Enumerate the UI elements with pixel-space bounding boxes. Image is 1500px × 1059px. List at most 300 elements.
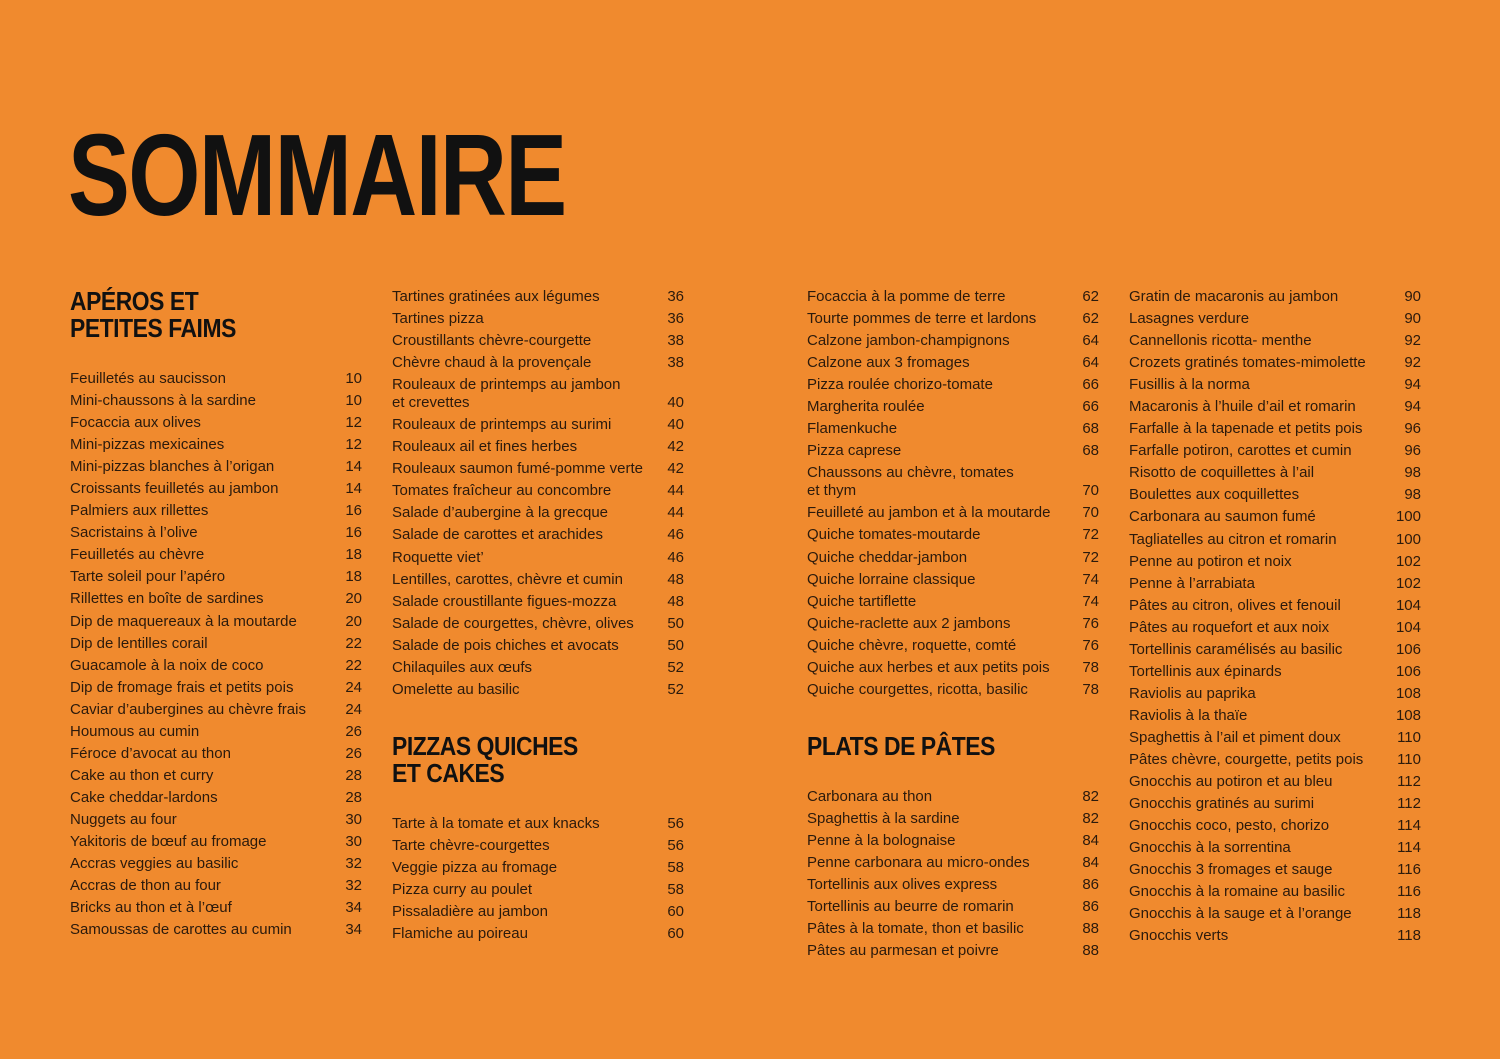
page-number: 10 [345,370,362,387]
toc-entry[interactable] [392,374,684,414]
toc-entry[interactable] [1129,462,1421,484]
recipe-title: Tortellinis au beurre de romarin [807,898,1014,916]
recipe-title: Mini-chaussons à la sardine [70,392,256,410]
recipe-title: Gnocchis à la romaine au basilic [1129,883,1345,901]
recipe-title: Veggie pizza au fromage [392,858,558,876]
recipe-title: Quiche courgettes, ricotta, basilic [807,680,1028,698]
page-number: 38 [667,354,684,372]
page-number: 64 [1082,354,1099,372]
toc-entry[interactable] [807,940,1099,962]
toc-entry[interactable] [1129,683,1421,705]
section-heading: PLATS DE PÂTES [807,730,995,761]
recipe-title: Farfalle à la tapenade et petits pois [1129,420,1363,438]
recipe-title: Gnocchis 3 fromages et sauge [1129,861,1333,879]
recipe-title: Salade de carottes et arachides [392,526,603,544]
toc-entry[interactable] [1129,705,1421,727]
recipe-title: Pâtes au roquefort et aux noix [1129,618,1330,636]
recipe-title: Macaronis à l’huile d’ail et romarin [1129,398,1356,416]
page-number: 44 [667,482,684,500]
recipe-title: Accras veggies au basilic [70,855,239,873]
page-number: 72 [1082,526,1099,544]
toc-entry[interactable] [70,809,362,831]
recipe-title: Chaussons au chèvre, tomates et thym [807,464,1014,500]
recipe-title: Tartines pizza [392,310,484,328]
toc-entry[interactable] [807,635,1099,657]
toc-entry[interactable] [1129,484,1421,506]
page-number: 36 [667,310,684,328]
recipe-title: Féroce d’avocat au thon [70,744,231,762]
page-number: 14 [345,480,362,498]
toc-entry[interactable] [1129,286,1421,308]
toc-entry[interactable] [70,677,362,699]
recipe-title: Raviolis à la thaïe [1129,706,1248,724]
page-number: 30 [345,810,362,828]
toc-entry[interactable] [70,743,362,765]
toc-entry[interactable] [807,657,1099,679]
recipe-title: Rouleaux ail et fines herbes [392,438,578,456]
page-number: 40 [667,416,684,434]
toc-entry[interactable] [1129,661,1421,683]
toc-entry[interactable] [392,901,684,923]
toc-entry[interactable] [392,923,684,945]
recipe-title: Mini-pizzas blanches à l’origan [70,458,275,476]
toc-entry[interactable] [1129,727,1421,749]
recipe-title: Fusillis à la norma [1129,376,1250,394]
recipe-title: Samoussas de carottes au cumin [70,921,292,939]
page-number: 58 [667,880,684,898]
toc-entry[interactable] [1129,352,1421,374]
page-number: 68 [1082,442,1099,460]
recipe-title: Salade d’aubergine à la grecque [392,504,608,522]
toc-entry[interactable] [70,522,362,544]
recipe-title: Quiche tartiflette [807,592,917,610]
toc-entry[interactable] [807,591,1099,613]
recipe-title: Focaccia aux olives [70,414,201,432]
toc-entry[interactable] [807,330,1099,352]
toc-entry[interactable] [392,458,684,480]
page-number: 24 [345,678,362,696]
toc-entry[interactable] [392,547,684,569]
page-number: 26 [345,722,362,740]
page-number: 82 [1082,809,1099,827]
recipe-title: Flamenkuche [807,420,898,438]
toc-entry[interactable] [392,352,684,374]
toc-entry[interactable] [70,611,362,633]
recipe-title: Pizza curry au poulet [392,880,533,898]
toc-entry[interactable] [70,478,362,500]
page-number: 58 [667,858,684,876]
recipe-title: Quiche aux herbes et aux petits pois [807,658,1050,676]
recipe-title: Yakitoris de bœuf au fromage [70,832,267,850]
page-number: 16 [345,502,362,520]
page-number: 22 [345,634,362,652]
page-number: 52 [667,658,684,676]
toc-entry[interactable] [807,852,1099,874]
recipe-title: Feuilletés au saucisson [70,370,226,387]
page-number: 42 [667,438,684,456]
toc-entry[interactable] [392,286,684,308]
page-number: 98 [1404,464,1421,482]
recipe-title: Nuggets au four [70,810,177,828]
recipe-title: Rouleaux saumon fumé-pomme verte [392,460,643,478]
page-number: 20 [345,612,362,630]
toc-entry[interactable] [70,390,362,412]
recipe-title: Tortellinis caramélisés au basilic [1129,640,1343,658]
toc-entry[interactable] [807,896,1099,918]
toc-entry[interactable] [807,613,1099,635]
page-number: 88 [1082,942,1099,960]
page-number: 88 [1082,920,1099,938]
toc-entry[interactable] [1129,771,1421,793]
page-number: 84 [1082,853,1099,871]
toc-entry[interactable] [1129,440,1421,462]
page-number: 96 [1404,420,1421,438]
toc-entry[interactable] [1129,396,1421,418]
toc-entry[interactable] [807,679,1099,701]
toc-entry[interactable] [392,835,684,857]
page-number: 96 [1404,442,1421,460]
page-number: 92 [1404,354,1421,372]
page-number: 76 [1082,614,1099,632]
section-gap [392,701,684,733]
recipe-title: Tortellinis aux épinards [1129,662,1282,680]
page-number: 46 [667,526,684,544]
toc-entry[interactable] [1129,374,1421,396]
recipe-title: Salade de pois chiches et avocats [392,636,619,654]
toc-entry[interactable] [392,480,684,502]
recipe-title: Chèvre chaud à la provençale [392,354,592,372]
toc-entry[interactable] [807,830,1099,852]
recipe-title: Omelette au basilic [392,680,520,698]
recipe-title: Spaghettis à la sardine [807,809,960,827]
toc-entry[interactable] [1129,617,1421,639]
toc-entry[interactable] [1129,330,1421,352]
toc-entry[interactable] [392,569,684,591]
page-number: 114 [1397,839,1421,857]
toc-entry[interactable] [1129,573,1421,595]
recipe-title: Dip de fromage frais et petits pois [70,678,294,696]
toc-entry[interactable] [70,721,362,743]
toc-entry[interactable] [70,831,362,853]
recipe-title: Pissaladière au jambon [392,903,548,921]
recipe-title: Focaccia à la pomme de terre [807,288,1006,305]
page-number: 12 [345,414,362,432]
toc-entry[interactable] [392,436,684,458]
toc-entry[interactable] [807,374,1099,396]
page-number: 10 [345,392,362,410]
toc-entry[interactable] [70,853,362,875]
recipe-title: Tomates fraîcheur au concombre [392,482,612,500]
recipe-title: Cake cheddar-lardons [70,788,218,806]
toc-entry[interactable] [1129,859,1421,881]
toc-column-1 [70,288,362,941]
page-number: 106 [1395,662,1421,680]
recipe-title: Pâtes à la tomate, thon et basilic [807,920,1024,938]
toc-entry[interactable] [807,352,1099,374]
recipe-title: Quiche chèvre, roquette, comté [807,636,1017,654]
page-number: 92 [1404,332,1421,350]
toc-entry[interactable] [70,412,362,434]
recipe-title: Pâtes au citron, olives et fenouil [1129,596,1341,614]
recipe-title: Rouleaux de printemps au jambon et crevettes [392,376,621,412]
toc-entry[interactable] [70,897,362,919]
toc-entry[interactable] [1129,925,1421,947]
toc-entry[interactable] [1129,529,1421,551]
recipe-title: Penne carbonara au micro-ondes [807,853,1030,871]
recipe-title: Flamiche au poireau [392,925,528,943]
toc-entry[interactable] [1129,639,1421,661]
toc-entry[interactable] [392,502,684,524]
page-number: 48 [667,570,684,588]
recipe-title: Tarte chèvre-courgettes [392,836,550,854]
toc-entry[interactable] [392,879,684,901]
recipe-title: Calzone jambon-champignons [807,332,1010,350]
toc-entry[interactable] [1129,506,1421,528]
recipe-title: Mini-pizzas mexicaines [70,436,225,454]
page-number: 114 [1397,817,1421,835]
toc-entry[interactable] [392,613,684,635]
recipe-title: Guacamole à la noix de coco [70,656,264,674]
toc-entry[interactable] [807,874,1099,896]
toc-entry[interactable] [70,699,362,721]
page-number: 116 [1397,861,1421,879]
page-number: 32 [345,877,362,895]
recipe-title: Lentilles, carottes, chèvre et cumin [392,570,623,588]
page-number: 76 [1082,636,1099,654]
toc-entry[interactable] [392,679,684,701]
page-number: 72 [1082,548,1099,566]
page-number: 34 [345,899,362,917]
page-number: 90 [1404,310,1421,328]
page-number: 86 [1082,898,1099,916]
page-number: 66 [1082,398,1099,416]
page-number: 108 [1395,706,1421,724]
page-number: 110 [1397,728,1421,746]
recipe-title: Gnocchis gratinés au surimi [1129,795,1315,813]
toc-entry[interactable] [392,857,684,879]
page-number: 66 [1082,376,1099,394]
toc-entry[interactable] [70,566,362,588]
toc-entry[interactable] [807,462,1099,502]
toc-entry[interactable] [392,591,684,613]
page-number: 28 [345,788,362,806]
page-number: 32 [345,855,362,873]
page-number: 104 [1395,618,1421,636]
toc-entry[interactable] [1129,418,1421,440]
page-number: 78 [1082,658,1099,676]
page-number: 38 [667,332,684,350]
page-number: 100 [1395,530,1421,548]
toc-entry[interactable] [392,635,684,657]
toc-entry[interactable] [70,500,362,522]
recipe-title: Croissants feuilletés au jambon [70,480,279,498]
recipe-title: Farfalle potiron, carottes et cumin [1129,442,1352,460]
toc-entry[interactable] [807,786,1099,808]
recipe-title: Sacristains à l’olive [70,524,198,542]
page-number: 108 [1395,684,1421,702]
toc-entry[interactable] [392,308,684,330]
toc-entry[interactable] [1129,881,1421,903]
toc-entry[interactable] [70,765,362,787]
page-number: 18 [345,568,362,586]
page-number: 116 [1397,883,1421,901]
toc-entry[interactable] [70,919,362,941]
recipe-title: Caviar d’aubergines au chèvre frais [70,700,306,718]
recipe-title: Tarte soleil pour l’apéro [70,568,226,586]
toc-entry[interactable] [807,808,1099,830]
page-number: 82 [1082,787,1099,805]
page-number: 14 [345,458,362,476]
page-number: 18 [345,546,362,564]
page-number: 36 [667,288,684,305]
recipe-title: Penne au potiron et noix [1129,552,1292,570]
toc-entry[interactable] [70,633,362,655]
page-number: 22 [345,656,362,674]
toc-entry[interactable] [807,918,1099,940]
page-number: 78 [1082,680,1099,698]
toc-entry[interactable] [70,787,362,809]
page-number: 60 [667,903,684,921]
recipe-title: Penne à la bolognaise [807,831,956,849]
section-gap [807,701,1099,733]
page-number: 50 [667,636,684,654]
toc-entry[interactable] [1129,903,1421,925]
page-number: 112 [1397,773,1421,791]
page-number: 42 [667,460,684,478]
page-number: 40 [667,394,684,412]
toc-entry[interactable] [70,875,362,897]
page-number: 24 [345,700,362,718]
toc-entry[interactable] [392,813,684,835]
toc-entry[interactable] [807,547,1099,569]
page-number: 50 [667,614,684,632]
recipe-title: Crozets gratinés tomates-mimolette [1129,354,1366,372]
toc-entry[interactable] [392,524,684,546]
recipe-title: Carbonara au thon [807,787,933,805]
recipe-title: Quiche tomates-moutarde [807,526,981,544]
page-number: 74 [1082,592,1099,610]
recipe-title: Roquette viet’ [392,548,484,566]
page-number: 102 [1395,574,1421,592]
recipe-title: Salade de courgettes, chèvre, olives [392,614,634,632]
page-number: 86 [1082,876,1099,894]
recipe-title: Tortellinis aux olives express [807,876,998,894]
toc-entry[interactable] [70,368,362,390]
toc-entry[interactable] [807,286,1099,308]
toc-entry[interactable] [70,655,362,677]
toc-entry[interactable] [807,418,1099,440]
recipe-title: Quiche lorraine classique [807,570,976,588]
toc-entry[interactable] [1129,815,1421,837]
toc-column-2 [392,286,684,945]
toc-entry[interactable] [392,330,684,352]
recipe-title: Rouleaux de printemps au surimi [392,416,612,434]
toc-entry[interactable] [70,588,362,610]
recipe-title: Pâtes au parmesan et poivre [807,942,999,960]
recipe-title: Margherita roulée [807,398,925,416]
page-number: 102 [1395,552,1421,570]
toc-entry[interactable] [1129,308,1421,330]
recipe-title: Tartines gratinées aux légumes [392,288,600,305]
recipe-title: Spaghettis à l’ail et piment doux [1129,728,1341,746]
toc-entry[interactable] [1129,837,1421,859]
toc-entry[interactable] [1129,595,1421,617]
page-number: 20 [345,590,362,608]
recipe-title: Palmiers aux rillettes [70,502,209,520]
toc-entry[interactable] [1129,793,1421,815]
page-number: 94 [1404,398,1421,416]
toc-entry[interactable] [807,396,1099,418]
recipe-title: Dip de maquereaux à la moutarde [70,612,297,630]
recipe-title: Gratin de macaronis au jambon [1129,288,1339,305]
toc-entry[interactable] [392,414,684,436]
page-number: 30 [345,832,362,850]
recipe-title: Raviolis au paprika [1129,684,1256,702]
page-number: 104 [1395,596,1421,614]
recipe-title: Gnocchis coco, pesto, chorizo [1129,817,1330,835]
recipe-title: Feuilleté au jambon et à la moutarde [807,504,1051,522]
toc-entry[interactable] [807,440,1099,462]
recipe-title: Tarte à la tomate et aux knacks [392,814,600,832]
recipe-title: Gnocchis au potiron et au bleu [1129,773,1333,791]
recipe-title: Accras de thon au four [70,877,221,895]
page-number: 46 [667,548,684,566]
recipe-title: Tourte pommes de terre et lardons [807,310,1037,328]
recipe-title: Boulettes aux coquillettes [1129,486,1300,504]
recipe-title: Gnocchis à la sauge et à l’orange [1129,905,1352,923]
toc-entry[interactable] [70,456,362,478]
recipe-title: Houmous au cumin [70,722,200,740]
recipe-title: Croustillants chèvre-courgette [392,332,592,350]
page-number: 56 [667,836,684,854]
page-number: 26 [345,744,362,762]
toc-entry[interactable] [70,434,362,456]
page-number: 16 [345,524,362,542]
page-number: 28 [345,766,362,784]
page-number: 34 [345,921,362,939]
page-number: 118 [1397,905,1421,923]
toc-column-4 [1129,286,1421,947]
toc-entry[interactable] [70,544,362,566]
recipe-title: Lasagnes verdure [1129,310,1250,328]
toc-entry[interactable] [1129,551,1421,573]
recipe-title: Penne à l’arrabiata [1129,574,1255,592]
page-number: 74 [1082,570,1099,588]
toc-entry[interactable] [807,524,1099,546]
recipe-title: Tagliatelles au citron et romarin [1129,530,1337,548]
toc-entry[interactable] [1129,749,1421,771]
page-number: 90 [1404,288,1421,305]
recipe-title: Quiche-raclette aux 2 jambons [807,614,1011,632]
toc-entry[interactable] [807,502,1099,524]
page-number: 84 [1082,831,1099,849]
toc-column-3 [807,286,1099,962]
page-number: 106 [1395,640,1421,658]
page-title: SOMMAIRE [68,110,566,240]
recipe-title: Bricks au thon et à l’œuf [70,899,232,917]
recipe-title: Quiche cheddar-jambon [807,548,968,566]
page-number: 110 [1397,750,1421,768]
toc-entry[interactable] [807,308,1099,330]
toc-entry[interactable] [392,657,684,679]
recipe-title: Risotto de coquillettes à l’ail [1129,464,1315,482]
toc-entry[interactable] [807,569,1099,591]
page-number: 100 [1395,508,1421,526]
page-number: 68 [1082,420,1099,438]
section-heading: APÉROS ET PETITES FAIMS [70,286,236,343]
recipe-title: Cannellonis ricotta- menthe [1129,332,1312,350]
section-heading: PIZZAS QUICHES ET CAKES [392,730,578,788]
